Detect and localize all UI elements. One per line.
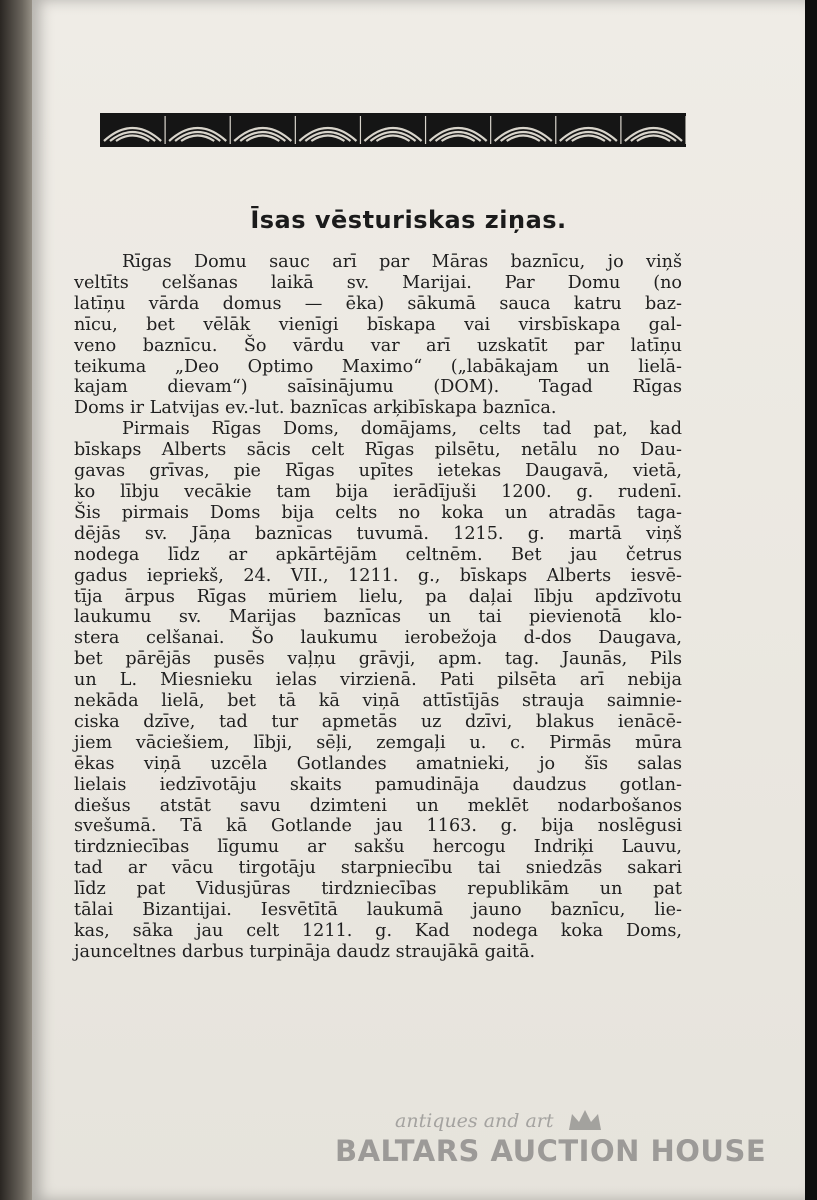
text-line: lielais iedzīvotāju skaits pamudināja daudzus gotlan- (74, 774, 682, 795)
text-line: stera celšanai. Šo laukumu ierobežoja d-dos Daugava, (74, 628, 682, 649)
text-line: veno baznīcu. Šo vārdu var arī uzskatīt par latīņu (74, 335, 682, 356)
text-line: Rīgas Domu sauc arī par Māras baznīcu, jo viņš (122, 252, 682, 272)
text-line: kajam dievam“) saīsinājumu (DOM). Tagad Rīgas (74, 377, 682, 398)
watermark-brand: BALTARS AUCTION HOUSE (335, 1134, 767, 1168)
text-line: un L. Miesnieku ielas virzienā. Pati pilsēta arī nebija (74, 670, 682, 691)
text-line: svešumā. Tā kā Gotlande jau 1163. g. bija noslēgusi (74, 816, 682, 837)
text-line: nodega līdz ar apkārtējām celtnēm. Bet jau četrus (74, 544, 682, 565)
text-line: diešus atstāt savu dzimteni un meklēt nodarbošanos (74, 795, 682, 816)
text-line: latīņu vārda domus — ēka) sākumā sauca katru baz- (74, 293, 682, 314)
text-line: kas, sāka jau celt 1211. g. Kad nodega koka Doms, (74, 921, 682, 941)
text-line: laukumu sv. Marijas baznīcas un tai pievienotā klo- (74, 607, 682, 628)
text-line: Pirmais Rīgas Doms, domājams, celts tad pat, kad (122, 419, 682, 440)
text-line: teikuma „Deo Optimo Maximo“ („labākajam un lielā- (74, 356, 682, 377)
auction-watermark (335, 1108, 767, 1178)
text-line: tad ar vācu tirgotāju starpniecību tai sniedzās sakari (74, 858, 682, 879)
body-text (74, 252, 682, 963)
text-line: Doms ir Latvijas ev.-lut. baznīcas arķibīskapa baznīca. (74, 398, 557, 419)
text-line: bīskaps Alberts sācis celt Rīgas pilsētu, netālu no Dau- (74, 440, 682, 461)
text-line: veltīts celšanas laikā sv. Marijai. Par Domu (no (74, 272, 682, 293)
text-line: gavas grīvas, pie Rīgas upītes ietekas Daugavā, vietā, (74, 461, 682, 482)
text-line: ciska dzīve, tad tur apmetās uz dzīvi, blakus ienācē- (74, 711, 682, 732)
text-line: Šis pirmais Doms bija celts no koka un atradās taga- (74, 502, 682, 523)
text-line: nīcu, bet vēlāk vienīgi bīskapa vai virsbīskapa gal- (74, 314, 682, 335)
text-line: jaunceltnes darbus turpināja daudz straujākā gaitā. (74, 941, 536, 962)
text-line: tirdzniecības līgumu ar sakšu hercogu Indriķi Lauvu, (74, 837, 682, 858)
page-title: Īsas vēsturiskas ziņas. (250, 206, 567, 234)
crown-icon (567, 1108, 603, 1134)
decorative-header-band (100, 113, 686, 147)
watermark-tagline: antiques and art (395, 1110, 554, 1132)
text-line: ēkas viņā uzcēla Gotlandes amatnieki, jo šīs salas (74, 753, 682, 774)
text-line: tīja ārpus Rīgas mūriem lielu, pa daļai lībju apdzīvotu (74, 586, 682, 607)
text-line: jiem vāciešiem, lībji, sēļi, zemgaļi u. c. Pirmās mūra (74, 732, 682, 753)
text-line: ko lībju vecākie tam bija ierādījuši 1200. g. rudenī. (74, 481, 682, 502)
text-line: tālai Bizantijai. Iesvētītā laukumā jauno baznīcu, lie- (74, 900, 682, 921)
text-line: gadus iepriekš, 24. VII., 1211. g., bīskaps Alberts iesvē- (74, 565, 682, 586)
text-line: dējās sv. Jāņa baznīcas tuvumā. 1215. g. martā viņš (74, 523, 682, 544)
right-dark-edge (805, 0, 817, 1200)
text-line: bet pārējās pusēs vaļņu grāvji, apm. tag. Jaunās, Pils (74, 649, 682, 670)
text-line: nekāda lielā, bet tā kā viņā attīstījās strauja saimnie- (74, 691, 682, 712)
text-line: līdz pat Vidusjūras tirdzniecības republikām un pat (74, 879, 682, 900)
